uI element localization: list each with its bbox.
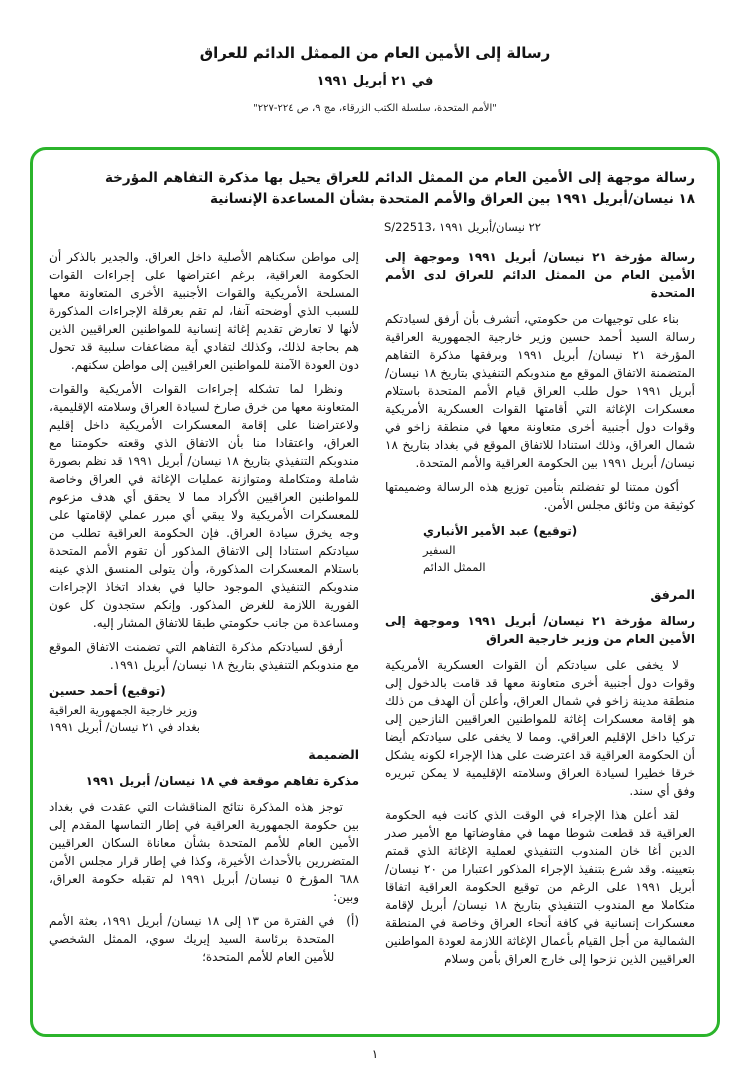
signature-label: (توقيع) <box>121 683 166 698</box>
annex-paragraph: لقد أعلن هذا الإجراء في الوقت الذي كانت فيه الحكومة العراقية قد قطعت شوطا مهما في مفاوضاتها مع الأمير صدر الدين أغا خان المندوب التنفيذي لعملية الإغاثة الذي قمتم بتعيينه. وقد شرع بتنفيذ الإجراء المذكور اعتبارا من ٢٠ نيسان/ أبريل ١٩٩١ على الرغم من توقيع الحكومة العراقية اتفاقا متكاملا مع المندوب التنفيذي بتاريخ ١٨ نيسان/ أبريل لإقامة معسكرات إنسانية في كافة أنحاء العراق وخاصة في المنطقة الشمالية من أجل القيام بأعمال الإغاثة اللازمة لعودة المواطنين العراقيين الذين نزحوا إلى خارج العراق بأمن وسلام <box>385 807 695 966</box>
signatory-name: عبد الأمير الأنباري <box>423 523 530 538</box>
page-header <box>0 44 750 114</box>
signature-line <box>49 682 359 700</box>
signature-line <box>385 522 695 540</box>
page-title: رسالة إلى الأمين العام من الممثل الدائم للعراق <box>199 44 551 62</box>
signature-block <box>49 682 359 736</box>
signatory-title: الممثل الدائم <box>423 559 486 574</box>
list-item-text: في الفترة من ١٣ إلى ١٨ نيسان/ أبريل ١٩٩١، بعثة الأمم المتحدة برئاسة السيد إيريك سوي، الممثل الشخصي للأمين العام للأمم المتحدة؛ <box>49 913 335 964</box>
annex-continuation-paragraph: أرفق لسيادتكم مذكرة التفاهم التي تضمنت الاتفاق الموقع مع مندوبكم التنفيذي بتاريخ ١٨ نيسان/ أبريل ١٩٩١. <box>49 639 359 672</box>
column-left <box>49 248 359 974</box>
signature-label: (توقيع) <box>533 523 578 538</box>
annex-continuation-paragraph: إلى مواطن سكناهم الأصلية داخل العراق. والجدير بالذكر أن الحكومة العراقية، برغم اعتراضها على إجراءات القوات المسلحة الأمريكية والقوات الأجنبية الأخرى المتعاونة معها للسبب الذي أوضحته آنفا، لم تقم بعرقلة الإجراءات المذكورة لأنها لا تعارض تقديم إغاثة إنسانية للمواطنين العراقيين الذين هم بحاجة لذلك، وكذلك لتفادي أية مضاعفات سلبية قد تحول دون العودة الآمنة للمواطنين العراقيين إلى مواطن سكنهم. <box>49 249 359 372</box>
document-frame <box>30 147 720 1037</box>
column-right <box>385 248 695 974</box>
signatory-title: وزير خارجية الجمهورية العراقية <box>49 702 198 717</box>
two-column-body <box>49 248 695 974</box>
signature-place-date: بغداد في ٢١ نيسان/ أبريل ١٩٩١ <box>49 719 200 734</box>
enclosure-heading: مذكرة تفاهم موقعة في ١٨ نيسان/ أبريل ١٩٩١ <box>85 773 359 788</box>
enclosure-paragraph: توجز هذه المذكرة نتائج المناقشات التي عقدت في بغداد بين حكومة الجمهورية العراقية في إطار التماسها المقدم إلى الأمين العام للأمم المتحدة بشأن معاناة السكان العراقيين المتضررين بالأحداث الأخيرة، وكذا في إطار قرار مجلس الأمن ٦٨٨ المؤرخ ٥ نيسان/ أبريل ١٩٩١ لم تقبله حكومة العراق، وبين: <box>49 799 360 904</box>
annex-letter-heading: رسالة مؤرخة ٢١ نيسان/ أبريل ١٩٩١ وموجهة إلى الأمين العام من وزير خارجية العراق <box>385 613 695 646</box>
enclosure-label: الضميمة <box>308 746 359 762</box>
document-reference: S/22513، ٢٢ نيسان/أبريل ١٩٩١ <box>384 219 541 234</box>
page-number: ١ <box>371 1047 379 1061</box>
source-citation: "الأمم المتحدة، سلسلة الكتب الزرقاء، مج ٩، ص ٢٢٤-٢٢٧" <box>253 103 497 114</box>
signatory-name: أحمد حسين <box>49 683 118 698</box>
annex-continuation-paragraph: ونظرا لما تشكله إجراءات القوات الأمريكية والقوات المتعاونة معها من خرق صارخ لسيادة العراق وسلامته الإقليمية، ولاعتراضنا على إقامة المعسكرات الأمريكية داخل إقليم العراق، واعتقادا منا بأن الاتفاق الذي وقعته حكومتنا مع مندوبكم التنفيذي بتاريخ ١٨ نيسان/ أبريل ١٩٩١ قد نظم بصورة شاملة ومتكاملة ومتوازنة عمليات الإغاثة في العراق وخاصة للمواطنين العراقيين الأكراد مما لا يحقق أي هدف مزعوم للمعسكرات الأمريكية ولا يبقي أي مبرر عملي لإقامتها على وجه يخرق سيادة العراق. فإن الحكومة العراقية تطلب من سيادتكم استنادا إلى الاتفاق المذكور أن تقوم الأمم المتحدة باستلام المعسكرات المذكورة، وأن يتولى المنسق الذي عينه مندوبكم التنفيذي الموجود حاليا في بغداد اتخاذ الإجراءات الفورية اللازمة للغرض المذكور. وإنكم ستجدون كل عون ومساعدة من جانب حكومتي طبقا للاتفاق المشار إليه. <box>49 381 359 630</box>
annex-paragraph: لا يخفى على سيادتكم أن القوات العسكرية الأمريكية وقوات دول أجنبية أخرى متعاونة معها قد قامت بالدخول إلى منطقة مدينة زاخو في شمال العراق، وأعلن أن الهدف من ذلك هو إقامة معسكرات إغاثة للمواطنين العراقيين النازحين إلى تركيا داخل الإقليم العراقي. ومما لا يخفى على سيادتكم أيضا أن الحكومة العراقية قد اعترضت على هذا الإجراء لكونه يشكل خرقا خطيرا لسيادة العراق وسلامته الإقليمية لا يمكن تبريره وفق أي سند. <box>385 657 695 798</box>
signature-block <box>385 522 695 576</box>
transmittal-paragraph: أكون ممتنا لو تفضلتم بتأمين توزيع هذه الرسالة وضميمتها كوثيقة من وثائق مجلس الأمن. <box>385 479 695 512</box>
document-subject-heading: رسالة موجهة إلى الأمين العام من الممثل الدائم للعراق يحيل بها مذكرة التفاهم المؤرخة ١٨ نيسان/أبريل ١٩٩١ بين العراق والأمم المتحدة بشأن المساعدة الإنسانية <box>105 170 695 207</box>
transmittal-letter-heading: رسالة مؤرخة ٢١ نيسان/ أبريل ١٩٩١ وموجهة إلى الأمين العام من الممثل الدائم للعراق لدى الأمم المتحدة <box>385 249 695 300</box>
transmittal-paragraph: بناء على توجيهات من حكومتي، أتشرف بأن أرفق لسيادتكم رسالة السيد أحمد حسين وزير خارجية الجمهورية العراقية المؤرخة ٢١ نيسان/ أبريل ١٩٩١ وبرفقها مذكرة التفاهم المتضمنة الاتفاق الموقع مع مندوبكم التنفيذي بتاريخ ١٨ نيسان/ أبريل ١٩٩١ حول طلب العراق قيام الأمم المتحدة باستلام معسكرات الإغاثة التي أقامتها القوات العسكرية الأمريكية وقوات دول أجنبية أخرى متعاونة معها في منطقة زاخو في شمال العراق، وذلك استنادا للاتفاق الموقع في بغداد بتاريخ ١٨ نيسان/ أبريل ١٩٩١ بين الحكومة العراقية والأمم المتحدة. <box>385 311 696 470</box>
annex-label: المرفق <box>650 586 695 602</box>
list-item-marker: (أ) <box>346 913 359 928</box>
header-date: في ٢١ أبريل ١٩٩١ <box>316 74 434 89</box>
enclosure-list-item <box>49 912 359 966</box>
signatory-title: السفير <box>423 542 456 557</box>
